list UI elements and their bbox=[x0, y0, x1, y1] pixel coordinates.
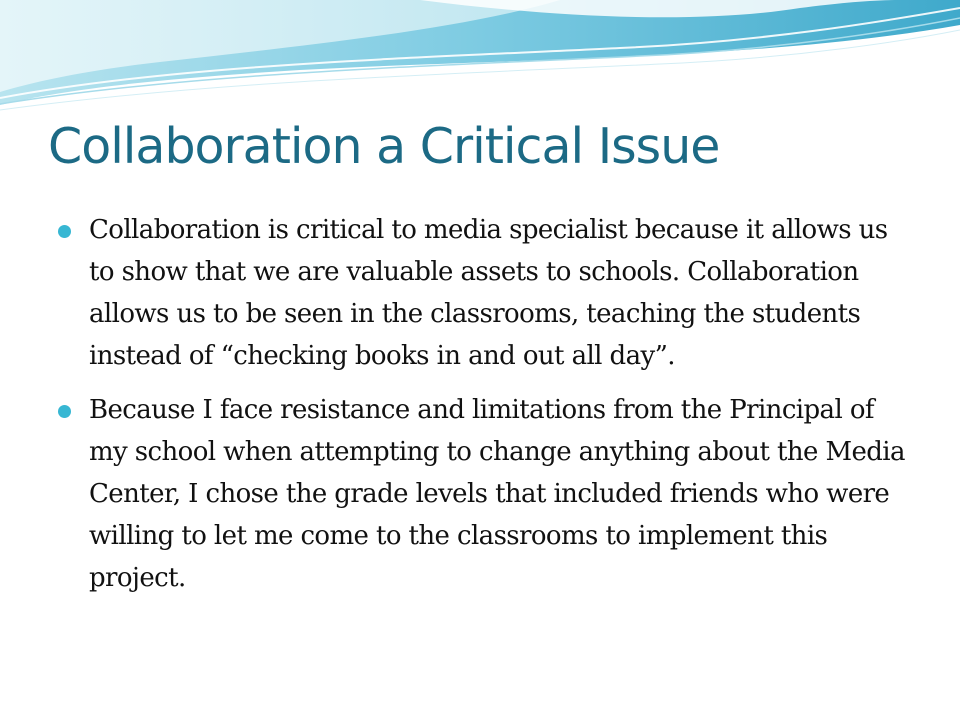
bullet-text: Because I face resistance and limitations from the Principal of my school when attempting to change anything about the Media Center, I chose the grade levels that included friends who were willing to let me come to the classrooms to implement this project. bbox=[89, 395, 905, 593]
bullet-list bbox=[58, 209, 918, 611]
bullet-dot-icon bbox=[58, 405, 71, 418]
wave-header-decoration bbox=[0, 0, 960, 120]
slide-title: Collaboration a Critical Issue bbox=[48, 118, 720, 175]
bullet-dot-icon bbox=[58, 225, 71, 238]
bullet-item bbox=[58, 209, 918, 377]
bullet-text: Collaboration is critical to media specialist because it allows us to show that we are valuable assets to schools. Collaboration allows us to be seen in the classrooms, teaching the students instead of “checking books in and out all day”. bbox=[89, 215, 888, 371]
bullet-item bbox=[58, 389, 918, 599]
